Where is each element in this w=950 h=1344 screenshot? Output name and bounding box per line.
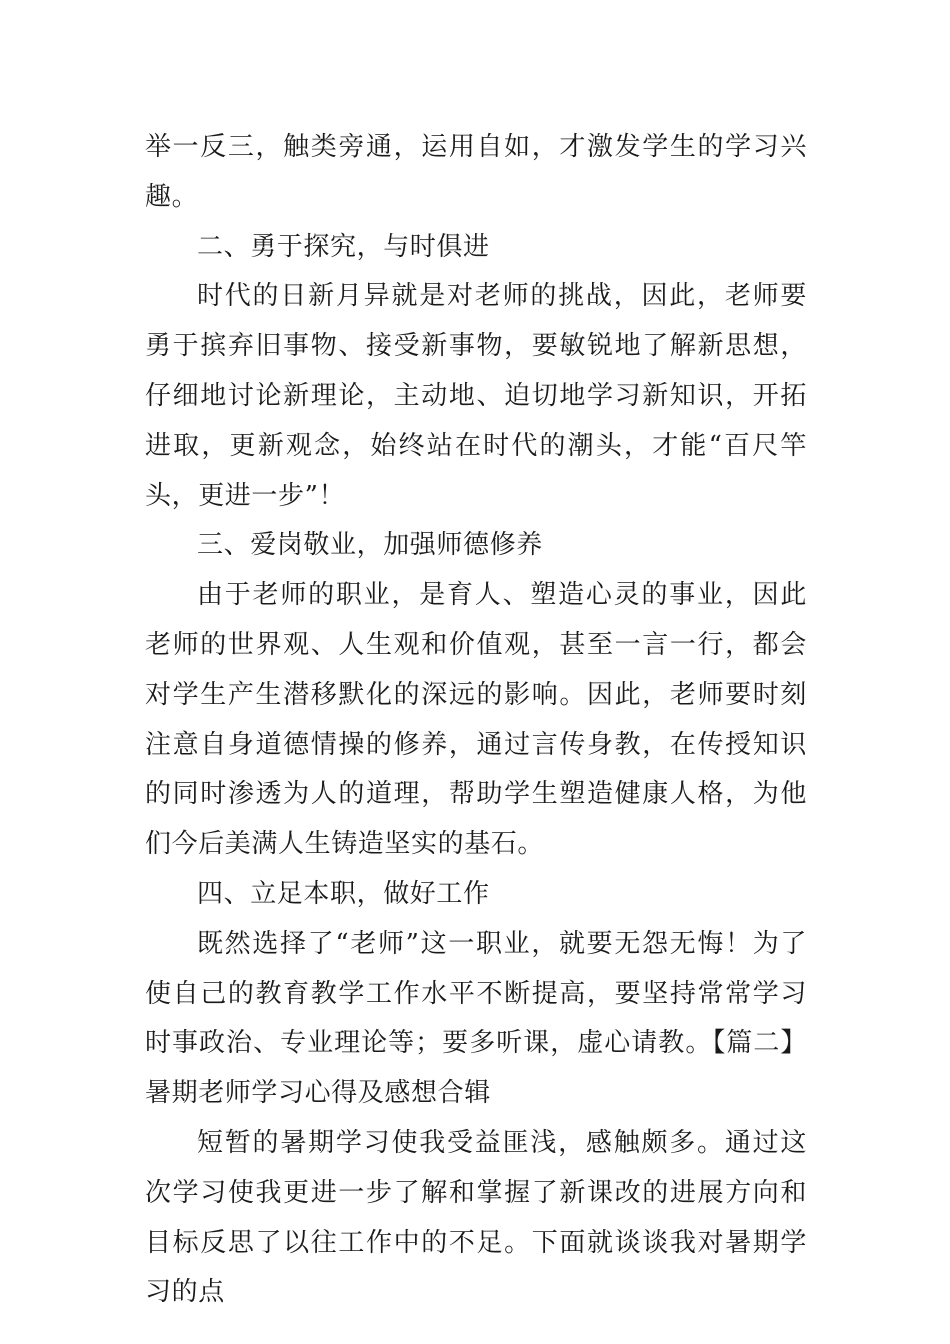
paragraph-8: 短暂的暑期学习使我受益匪浅，感触颇多。通过这次学习使我更进一步了解和掌握了新课改的进展方向和目标反思了以往工作中的不足。下面就谈谈我对暑期学习的点 (145, 1127, 807, 1308)
paragraph-3: 时代的日新月异就是对老师的挑战，因此，老师要勇于摈弃旧事物、接受新事物，要敏锐地了解新思想，仔细地讨论新理论，主动地、迫切地学习新知识，开拓进取，更新观念，始终站在时代的潮头，才能“百尺竿头，更进一步”！ (145, 281, 807, 511)
paragraph-7: 既然选择了“老师”这一职业，就要无怨无悔！为了使自己的教育教学工作水平不断提高，要坚持常常学习时事政治、专业理论等；要多听课，虚心请教。【篇二】暑期老师学习心得及感想合辑 (145, 928, 807, 1109)
section-heading-4: 三、爱岗敬业，加强师德修养 (197, 530, 543, 561)
document-body (145, 123, 807, 1318)
paragraph-1: 举一反三，触类旁通，运用自如，才激发学生的学习兴趣。 (145, 132, 807, 212)
paragraph-5: 由于老师的职业，是育人、塑造心灵的事业，因此老师的世界观、人生观和价值观，甚至一言一行，都会对学生产生潜移默化的深远的影响。因此，老师要时刻注意自身道德情操的修养，通过言传身教，在传授知识的同时渗透为人的道理，帮助学生塑造健康人格，为他们今后美满人生铸造坚实的基石。 (145, 580, 807, 860)
section-heading-2: 二、勇于探究，与时俱进 (197, 231, 490, 262)
section-heading-6: 四、立足本职，做好工作 (197, 878, 490, 909)
